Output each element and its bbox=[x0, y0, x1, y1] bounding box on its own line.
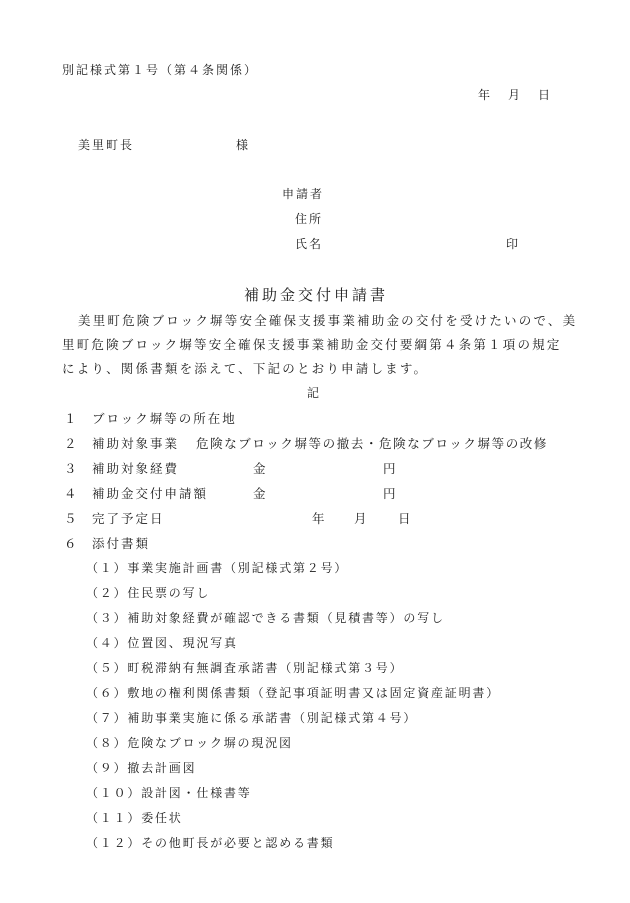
attachment-item: （７）補助事業実施に係る承諾書（別記様式第４号） bbox=[86, 711, 418, 725]
attachment-item: （２）住民票の写し bbox=[86, 586, 211, 600]
item-4-kin: 金 bbox=[253, 486, 268, 501]
item-1-label: ブロック塀等の所在地 bbox=[92, 411, 237, 426]
item-2-number: ２ bbox=[64, 436, 79, 451]
item-2-label: 補助対象事業 bbox=[92, 436, 180, 451]
item-4-yen: 円 bbox=[383, 486, 398, 501]
addressee-name: 美里町長 bbox=[78, 138, 135, 152]
attachment-item: （４）位置図、現況写真 bbox=[86, 636, 238, 650]
item-2-value: 危険なブロック塀等の撤去・危険なブロック塀等の改修 bbox=[196, 436, 549, 451]
item-3-label: 補助対象経費 bbox=[92, 461, 180, 476]
item-5-number: ５ bbox=[64, 511, 79, 526]
attachment-item: （６）敷地の権利関係書類（登記事項証明書又は固定資産証明書） bbox=[86, 686, 501, 700]
item-6-label: 添付書類 bbox=[92, 536, 151, 551]
item-5-label: 完了予定日 bbox=[92, 511, 165, 526]
date-month: 月 bbox=[508, 88, 523, 102]
date-day: 日 bbox=[538, 88, 553, 102]
item-3-kin: 金 bbox=[253, 461, 268, 476]
document-title: 補助金交付申請書 bbox=[244, 286, 389, 304]
attachment-item: （９）撤去計画図 bbox=[86, 761, 197, 775]
body-line-3: により、関係書類を添えて、下記のとおり申請します。 bbox=[62, 361, 429, 376]
addressee-honorific: 様 bbox=[236, 138, 251, 152]
date-year: 年 bbox=[478, 88, 493, 102]
attachment-item: （３）補助対象経費が確認できる書類（見積書等）の写し bbox=[86, 611, 445, 625]
attachment-item: （８）危険なブロック塀の現況図 bbox=[86, 736, 293, 750]
item-4-number: ４ bbox=[64, 486, 79, 501]
item-5-day: 日 bbox=[398, 511, 413, 526]
attachment-item: （１２）その他町長が必要と認める書類 bbox=[86, 836, 335, 850]
form-label: 別記様式第１号（第４条関係） bbox=[62, 63, 259, 77]
attachment-item: （１１）委任状 bbox=[86, 811, 183, 825]
item-4-label: 補助金交付申請額 bbox=[92, 486, 209, 501]
body-line-2: 里町危険ブロック塀等安全確保支援事業補助金交付要綱第４条第１項の規定 bbox=[62, 337, 562, 352]
item-5-month: 月 bbox=[354, 511, 369, 526]
applicant-label: 申請者 bbox=[282, 187, 325, 201]
body-line-1: 美里町危険ブロック塀等安全確保支援事業補助金の交付を受けたいので、美 bbox=[78, 313, 578, 328]
attachment-item: （５）町税滞納有無調査承諾書（別記様式第３号） bbox=[86, 661, 404, 675]
attachment-item: （１０）設計図・仕様書等 bbox=[86, 786, 252, 800]
ki-mark: 記 bbox=[307, 386, 322, 400]
name-label: 氏名 bbox=[295, 237, 324, 251]
item-3-number: ３ bbox=[64, 461, 79, 476]
item-5-year: 年 bbox=[312, 511, 327, 526]
seal-mark: 印 bbox=[506, 237, 521, 251]
item-3-yen: 円 bbox=[383, 461, 398, 476]
address-label: 住所 bbox=[295, 212, 324, 226]
item-6-number: ６ bbox=[64, 536, 79, 551]
attachment-item: （１）事業実施計画書（別記様式第２号） bbox=[86, 561, 349, 575]
item-1-number: １ bbox=[64, 411, 79, 426]
